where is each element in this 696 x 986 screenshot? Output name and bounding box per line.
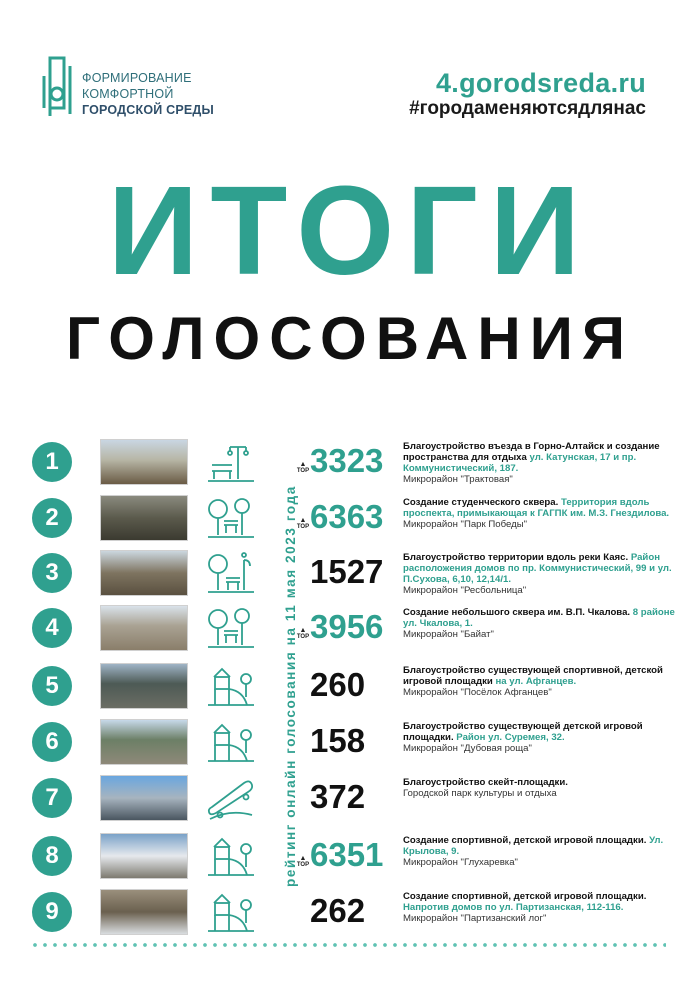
project-photo xyxy=(100,663,188,709)
project-photo xyxy=(100,889,188,935)
playground-icon xyxy=(206,889,256,935)
logo-line-1: ФОРМИРОВАНИЕ xyxy=(82,71,192,85)
project-description xyxy=(403,835,688,868)
rating-date-vertical-text: рейтинг онлайн голосования на 11 мая 2023 года xyxy=(283,485,298,887)
result-row xyxy=(0,603,696,655)
result-row xyxy=(0,548,696,600)
project-description xyxy=(403,441,688,485)
project-title: Создание небольшого сквера им. В.П. Чкалова. xyxy=(403,607,631,618)
logo-text xyxy=(82,70,214,118)
site-link[interactable]: 4.gorodsreda.ru xyxy=(435,68,646,98)
project-address: Район ул. Суремея, 32. xyxy=(456,732,565,743)
result-row xyxy=(0,437,696,489)
vote-count: 1527 xyxy=(310,553,384,590)
result-row xyxy=(0,831,696,883)
project-district: Микрорайон "Дубовая роща" xyxy=(403,743,532,754)
project-description xyxy=(403,777,688,799)
rank-badge: 2 xyxy=(32,498,72,538)
project-description xyxy=(403,497,688,530)
rank-badge: 8 xyxy=(32,836,72,876)
result-row xyxy=(0,661,696,713)
project-address: Напротив домов по ул. Партизанская, 112-116. xyxy=(403,902,624,913)
top-label: TOP xyxy=(296,524,310,530)
page-subtitle: ГОЛОСОВАНИЯ xyxy=(66,305,634,372)
page-title: ИТОГИ xyxy=(107,160,593,301)
project-title: Благоустройство существующей детской игровой площадки. xyxy=(403,721,643,743)
project-title: Благоустройство территории вдоль реки Каяс. xyxy=(403,552,629,563)
project-photo xyxy=(100,550,188,596)
project-title: Благоустройство существующей спортивной, детской игровой площадки xyxy=(403,665,663,687)
project-district: Микрорайон "Байат" xyxy=(403,629,494,640)
top-marker: ▲ TOP xyxy=(296,517,310,530)
rank-badge: 3 xyxy=(32,553,72,593)
project-district: Микрорайон "Партизанский лог" xyxy=(403,913,547,924)
city-environment-logo-icon xyxy=(40,56,74,118)
project-district: Микрорайон "Трактовая" xyxy=(403,474,513,485)
rank-badge: 7 xyxy=(32,778,72,818)
skateboard-icon xyxy=(206,775,256,821)
vote-count: 262 xyxy=(310,892,366,929)
rank-badge: 6 xyxy=(32,722,72,762)
project-photo xyxy=(100,605,188,651)
top-label: TOP xyxy=(296,634,310,640)
project-district: Микрорайон "Глухаревка" xyxy=(403,857,518,868)
result-row xyxy=(0,887,696,939)
project-photo xyxy=(100,439,188,485)
result-row xyxy=(0,717,696,769)
rank-badge: 4 xyxy=(32,608,72,648)
project-title: Благоустройство скейт-площадки. xyxy=(403,777,568,788)
project-description xyxy=(403,552,688,596)
logo-line-3: ГОРОДСКОЙ СРЕДЫ xyxy=(82,103,214,117)
dotted-divider xyxy=(30,942,666,948)
top-marker: ▲ TOP xyxy=(296,461,310,474)
project-description xyxy=(403,721,688,754)
rank-badge: 1 xyxy=(32,442,72,482)
vote-count: 3323 xyxy=(310,442,384,479)
vote-count: 158 xyxy=(310,722,366,759)
rank-badge: 9 xyxy=(32,892,72,932)
rank-badge: 5 xyxy=(32,666,72,706)
project-photo xyxy=(100,719,188,765)
project-address: Ул. Крылова, 9. xyxy=(403,835,664,857)
project-address: Территория вдоль проспекта, примыкающая к ГАГПК им. М.З. Гнездилова. xyxy=(403,497,670,519)
top-marker: ▲ TOP xyxy=(296,627,310,640)
logo-line-2: КОМФОРТНОЙ xyxy=(82,87,174,101)
trees-bench-icon xyxy=(206,495,256,541)
project-description xyxy=(403,891,688,924)
project-title: Создание студенческого сквера. xyxy=(403,497,559,508)
project-address: ул. Катунская, 17 и пр. Коммунистический, 187. xyxy=(403,452,637,474)
result-row xyxy=(0,773,696,825)
playground-icon xyxy=(206,663,256,709)
playground-icon xyxy=(206,719,256,765)
project-district: Микрорайон "Парк Победы" xyxy=(403,519,528,530)
vote-count: 372 xyxy=(310,778,366,815)
hashtag: #городаменяютсядлянас xyxy=(409,98,646,119)
project-title: Создание спортивной, детской игровой площадки. xyxy=(403,835,647,846)
project-district: Микрорайон "Посёлок Афганцев" xyxy=(403,687,552,698)
top-label: TOP xyxy=(296,468,310,474)
project-description xyxy=(403,607,688,640)
vote-count: 3956 xyxy=(310,608,384,645)
vote-count: 6351 xyxy=(310,836,384,873)
park-lamp-bench-icon xyxy=(206,439,256,485)
project-photo xyxy=(100,775,188,821)
result-row xyxy=(0,493,696,545)
project-address: 8 районе ул. Чкалова, 1. xyxy=(403,607,675,629)
project-title: Создание спортивной, детской игровой площадки. xyxy=(403,891,647,902)
trees-bench-icon xyxy=(206,605,256,651)
project-photo xyxy=(100,833,188,879)
project-address: Район расположения домов по пр. Коммунистический, 99 и ул. П.Сухова, 6,10, 12,14/1. xyxy=(403,552,672,585)
top-marker: ▲ TOP xyxy=(296,855,310,868)
project-district: Городской парк культуры и отдыха xyxy=(403,788,557,799)
vote-count: 260 xyxy=(310,666,366,703)
vote-count: 6363 xyxy=(310,498,384,535)
top-label: TOP xyxy=(296,862,310,868)
project-district: Микрорайон "Ресбольница" xyxy=(403,585,527,596)
tree-lamp-bench-icon xyxy=(206,550,256,596)
project-title: Благоустройство въезда в Горно-Алтайск и создание пространства для отдыха xyxy=(403,441,660,463)
playground-icon xyxy=(206,833,256,879)
project-description xyxy=(403,665,688,698)
project-address: на ул. Афганцев. xyxy=(495,676,577,687)
project-photo xyxy=(100,495,188,541)
